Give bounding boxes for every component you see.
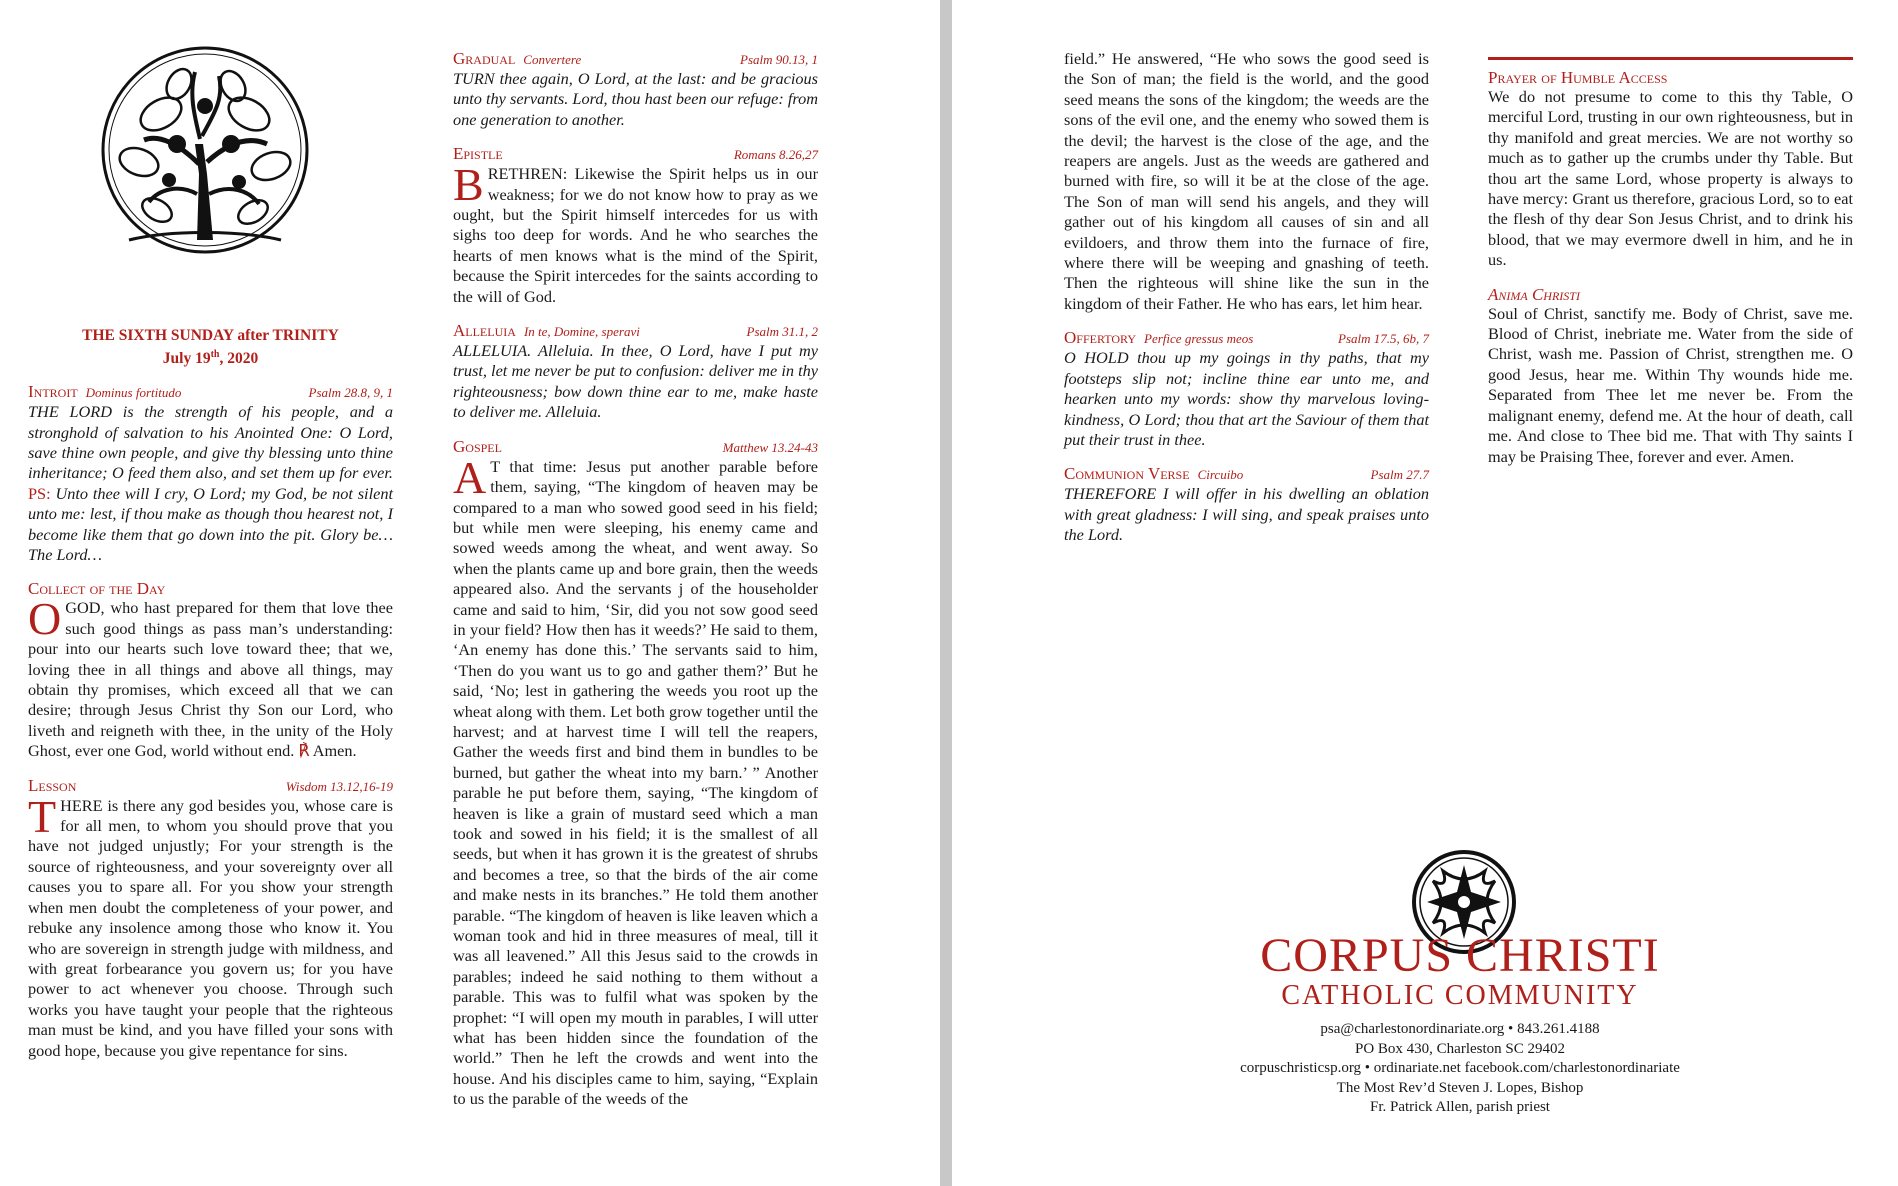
gospel-continued-text: field.” He answered, “He who sows the good seed is the Son of man; the field is the world, and the good seed means the sons of the kingdom; the weeds are the sons of the evil one, and the enemy who sowed them is the devil; the harvest is the close of the age, and the reapers are angels. Just as the weeds are gathered and burned with fire, so will it be at the close of the age. The Son of man will send his angels, and they will gather out of his kingdom all causes of sin and all evildoers, and throw them into the furnace of fire, where there will be weeping and gnashing of teeth. Then the righteous will shine like the sun in the kingdom of their Father. He who has ears, let him hear.	[1064, 49, 1429, 313]
gospel-text	[453, 451, 818, 1110]
contact-web: corpuschristicsp.org • ordinariate.net facebook.com/charlestonordinariate	[1240, 1060, 1680, 1076]
collect-heading	[28, 579, 393, 598]
ps-label: PS:	[28, 483, 51, 503]
introit-text	[28, 402, 393, 565]
contact-address: PO Box 430, Charleston SC 29402	[1354, 1040, 1565, 1057]
anima-christi-text: Soul of Christ, sanctify me. Body of Christ, save me. Blood of Christ, inebriate me. Water from the side of Christ, wash me. Passion of Christ, strengthen me. O good Jesus, hear me. Within Thy wounds hide me. Separated from Thee let me never be. From the malignant enemy, defend me. At the hour of death, call me. And close to Thee bid me. That with Thy saints I may be Praising Thee, forever and ever. Amen.	[1488, 303, 1853, 466]
brand-sub: CATHOLIC COMMUNITY	[1281, 980, 1639, 1011]
alleluia-sub: In te, Domine, speravi	[523, 324, 640, 340]
column-4	[1488, 57, 1853, 467]
offertory-title: Offertory	[1064, 328, 1137, 348]
page-gutter	[940, 0, 952, 1186]
gradual-ref: Psalm 90.13, 1	[740, 52, 818, 67]
alleluia-heading	[453, 321, 818, 341]
contact-bishop: The Most Rev’d Steven J. Lopes, Bishop	[1336, 1079, 1584, 1096]
column-1	[28, 326, 393, 1061]
date-text: July 19	[162, 350, 211, 368]
humble-access-heading	[1488, 68, 1853, 87]
humble-access-title: Prayer of Humble Access	[1488, 68, 1668, 87]
anima-christi-title: Anima Christi	[1488, 284, 1580, 304]
alleluia-text: ALLELUIA. Alleluia. In thee, O Lord, have I put my trust, let me never be put to confusion: deliver me in thy righteousness; bow down thine ear to me, make haste to deliver me. Alleluia.	[453, 341, 818, 422]
section-rule	[1488, 57, 1853, 60]
introit-heading	[28, 382, 393, 402]
page-title	[28, 326, 393, 368]
collect-title: Collect of the Day	[28, 579, 166, 599]
anima-christi-heading	[1488, 285, 1853, 304]
gradual-sub: Convertere	[523, 52, 582, 67]
lesson-text	[28, 790, 393, 1061]
contact-block	[1150, 1020, 1770, 1118]
epistle-dropcap: B	[453, 159, 484, 211]
offertory-text: O HOLD thou up my goings in thy paths, that my footsteps slip not; incline thine ear unto me, and hearken unto my words: show thy marvelous loving-kindness, O Lord; thou that art the Saviour of them that put their trust in thee.	[1064, 348, 1429, 449]
collect-amen: Amen.	[309, 741, 357, 761]
column-2	[453, 49, 818, 1110]
epistle-body: RETHREN: Likewise the Spirit helps us in our weakness; for we do not know how to pray as we ought, but the Spirit himself intercedes for us with sighs too deep for words. And he who searches the hearts of men knows what is the mind of the Spirit, because the Spirit intercedes for the saints according to the will of God.	[453, 164, 818, 306]
gospel-heading	[453, 437, 818, 457]
introit-sub: Dominus fortitudo	[85, 385, 182, 401]
lesson-ref: Wisdom 13.12,16-19	[285, 778, 393, 794]
gospel-ref: Matthew 13.24-43	[722, 439, 818, 455]
gradual-heading	[453, 49, 818, 69]
gospel-title: Gospel	[453, 436, 502, 456]
collect-dropcap: O	[28, 593, 62, 645]
epistle-title: Epistle	[453, 144, 503, 164]
epistle-heading	[453, 144, 818, 164]
communion-sub: Circuibo	[1197, 467, 1244, 483]
communion-ref: Psalm 27.7	[1370, 467, 1429, 483]
introit-ref: Psalm 28.8, 9, 1	[308, 385, 393, 401]
communion-text: THEREFORE I will offer in his dwelling an oblation with great gladness: I will sing, and speak praises unto the Lord.	[1064, 484, 1429, 545]
brand-name: CORPUS CHRISTI	[1260, 929, 1660, 982]
epistle-text	[453, 159, 818, 307]
brand-logo	[1260, 930, 1660, 1010]
lesson-heading	[28, 776, 393, 796]
epistle-ref: Romans 8.26,27	[733, 147, 818, 163]
title-line-1: THE SIXTH SUNDAY after TRINITY	[82, 327, 339, 344]
offertory-ref: Psalm 17.5, 6b, 7	[1338, 331, 1429, 347]
date-sup: th	[210, 349, 220, 360]
gospel-dropcap: A	[453, 451, 487, 503]
date-year: , 2020	[219, 350, 259, 368]
response-symbol: ℟	[298, 741, 310, 761]
introit-title: Introit	[28, 382, 78, 402]
contact-email-phone: psa@charlestonordinariate.org • 843.261.4188	[1320, 1021, 1600, 1037]
humble-access-text: We do not presume to come to this thy Table, O merciful Lord, trusting in our own righteousness, but in thy manifold and great mercies. We are not worthy so much as to gather up the crumbs under thy Table. But thou art the same Lord, whose property is always to have mercy: Grant us therefore, gracious Lord, so to eat the flesh of thy dear Son Jesus Christ, and to drink his blood, that we may evermore dwell in him, and he in us.	[1488, 87, 1853, 270]
lesson-body: HERE is there any god besides you, whose care is for all men, to whom you should prove that you have not judged unjustly; For your strength is the source of righteousness, and your sovereignty over all causes you to spare all. For you show your strength when men doubt the completeness of your power, and rebuke any insolence among those who know it. You who are sovereign in strength judge with mildness, and with great forbearance you govern us; for you have power to act whenever you choose. Through such works you have taught your people that the righteous man must be kind, and you have filled your sons with good hope, because you give repentance for sins.	[28, 795, 393, 1060]
introit-text-a: THE LORD is the strength of his people, and a stronghold of salvation to his Anointed One: O Lord, save thine own people, and give thy blessing unto thine inheritance; O feed them also, and set them up for ever.	[28, 402, 393, 483]
offertory-sub: Perfice gressus meos	[1144, 331, 1254, 347]
lesson-dropcap: T	[28, 790, 57, 842]
collect-text	[28, 593, 393, 761]
gospel-body: T that time: Jesus put another parable before them, saying, “The kingdom of heaven may be compared to a man who sowed good seed in his field; but while men were sleeping, his enemy came and sowed weeds among the wheat, and went away. So when the plants came up and bore grain, then the weeds appeared also. And the servants j of the householder came and said to him, ‘Sir, did you not sow good seed in your field? How then has it weeds?’ He said to them, ‘An enemy has done this.’ The servants said to him, ‘Then do you want us to go and gather them?’ But he said, ‘No; lest in gathering the weeds you root up the wheat along with them. Let both grow together until the harvest; and at harvest time I will tell the reapers, Gather the weeds first and bind them in bundles to be burned, but gather the wheat into my barn.’ ” Another parable he put before them, saying, “The kingdom of heaven is like a grain of mustard seed which a man took and sowed in his field; it is the smallest of all seeds, but when it has grown it is the greatest of shrubs and becomes a tree, so that the birds of the air come and make nests in its branches.” He told them another parable. “The kingdom of heaven is like leaven which a woman took and hid in three measures of meal, till it was all leavened.” All this Jesus said to the crowds in parables; indeed he said nothing to them without a parable. This was to fulfil what was spoken by the prophet: “I will open my mouth in parables, I will utter what has been hidden since the foundation of the world.” Then he left the crowds and went into the house. And his disciples came to him, saying, “Explain to us the parable of the weeds of the	[453, 456, 818, 1109]
alleluia-title: Alleluia	[453, 321, 516, 341]
gradual-text: TURN thee again, O Lord, at the last: and be gracious unto thy servants. Lord, thou hast been our refuge: from one generation to another.	[453, 69, 818, 129]
collect-body: GOD, who hast prepared for them that love thee such good things as pass man’s understanding: pour into our hearts such love toward thee; that we, loving thee in all things and above all things, may obtain thy promises, which exceed all that we can desire; through Jesus Christ thy Son our Lord, who liveth and reigneth with thee, in the unity of the Holy Ghost, ever one God, world without end.	[28, 598, 393, 761]
communion-title: Communion Verse	[1064, 464, 1190, 484]
lesson-title: Lesson	[28, 775, 77, 795]
left-page	[0, 0, 940, 1186]
communion-heading	[1064, 464, 1429, 484]
introit-text-b: Unto thee will I cry, O Lord; my God, be not silent unto me: lest, if thou make as though thou hearest not, I become like them that go down into the pit. Glory be… The Lord…	[28, 483, 393, 564]
gradual-title: Gradual	[453, 49, 516, 68]
contact-priest: Fr. Patrick Allen, parish priest	[1370, 1099, 1550, 1115]
title-line-2	[28, 345, 393, 368]
alleluia-ref: Psalm 31.1, 2	[746, 324, 818, 340]
tree-of-life-icon	[99, 44, 311, 256]
column-3	[1064, 49, 1429, 546]
offertory-heading	[1064, 328, 1429, 348]
